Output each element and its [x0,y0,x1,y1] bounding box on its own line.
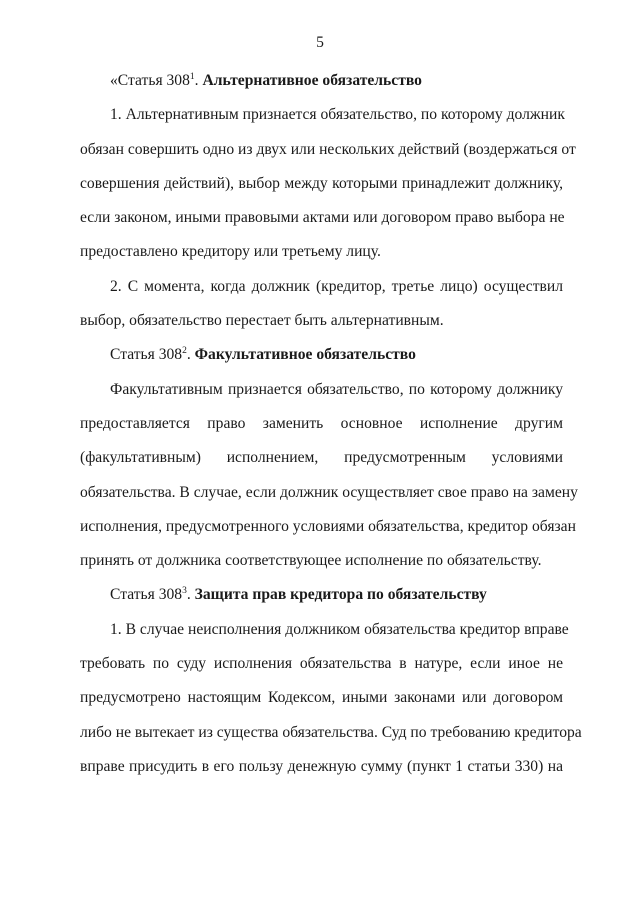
paragraph-line: предоставляется право заменить основное исполнение другим [80,414,563,432]
paragraph-line: предусмотрено настоящим Кодексом, иными законами или договором [80,689,563,707]
paragraph-line: (факультативным) исполнением, предусмотренным условиями [80,449,563,467]
paragraph-line: если законом, иными правовыми актами или договором право выбора не [80,209,565,227]
article-heading-308-3 [80,578,563,612]
article-heading-308-1 [80,64,563,98]
paragraph-line: обязательства. В случае, если должник осуществляет свое право на замену [80,483,578,501]
paragraph-line: выбор, обязательство перестает быть альтернативным. [80,312,444,330]
article-title: Альтернативное обязательство [202,72,422,89]
paragraph-line: Факультативным признается обязательство, по которому должнику [110,380,563,398]
paragraph-line: исполнения, предусмотренного условиями обязательства, кредитор обязан [80,517,576,535]
article-title: Защита прав кредитора по обязательству [194,586,487,604]
article-prefix: Статья 308 [110,586,183,604]
document-body [80,64,582,784]
article-superscript: 3 [182,586,187,597]
article-title: Факультативное обязательство [194,346,416,364]
paragraph-line: обязан совершить одно из двух или нескольких действий (воздержаться от [80,140,576,158]
article-superscript: 1 [189,72,195,82]
article-heading-308-2 [80,338,563,372]
paragraph-line: вправе присудить в его пользу денежную сумму (пункт 1 статьи 330) на [80,757,563,775]
page-number: 5 [316,34,324,51]
paragraph-line: 2. С момента, когда должник (кредитор, третье лицо) осуществил [110,277,563,295]
heading-separator: . [194,72,203,89]
article-prefix: Статья 308 [110,346,183,364]
paragraph-line: требовать по суду исполнения обязательства в натуре, если иное не [80,655,563,673]
heading-separator: . [186,586,195,604]
paragraph-line: совершения действий), выбор между которыми принадлежит должнику, [80,174,563,192]
paragraph-line: 1. Альтернативным признается обязательство, по которому должник [110,106,565,124]
paragraph-line: предоставлено кредитору или третьему лицу. [80,243,381,261]
article-prefix: «Статья 308 [110,72,190,89]
paragraph-line: принять от должника соответствующее исполнение по обязательству. [80,552,542,570]
paragraph-line: либо не вытекает из существа обязательства. Суд по требованию кредитора [80,723,582,741]
heading-separator: . [186,346,195,364]
paragraph-line: 1. В случае неисполнения должником обязательства кредитор вправе [110,620,569,638]
article-superscript: 2 [182,346,187,357]
